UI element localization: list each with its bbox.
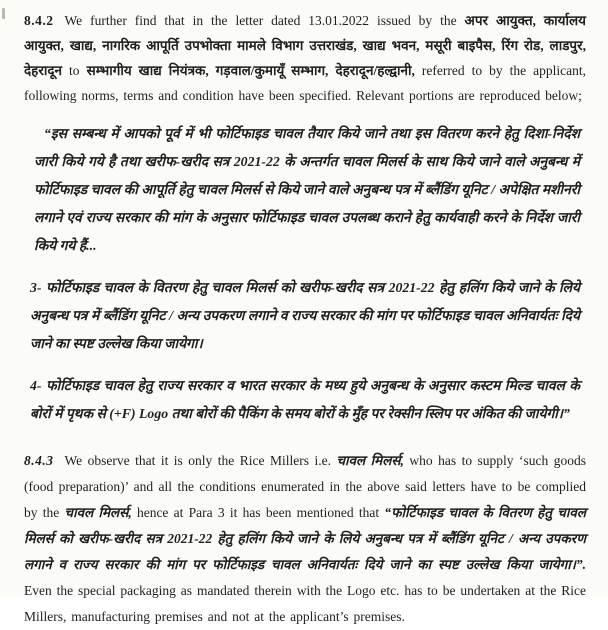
text-run: 8.4.3 [24, 453, 54, 468]
text-run: 8.4.2 [24, 13, 54, 28]
text-run: We further find that in the letter dated 13.01.2022 issued by the [64, 13, 465, 28]
text-run: who has to supply ‘such goods (food preparation)’ and all the conditions enumerated in the above said letters have to be complied by the [24, 453, 587, 520]
text-run: 3- फोर्टिफाइड चावल के वितरण हेतु चावल मिलर्स को खरीफ-खरीद सत्र 2021-22 हेतु हलिंग किये जाने के लिये अनुबन्ध पत्र में ब्लैंडिंग यूनिट / अन्य उपकरण लगाने व राज्य सरकार की मांग पर फोर्टिफाइड चावल अनिवार्यतः दिये जाने का स्पष्ट उल्लेख किया जायेगा। [30, 280, 580, 351]
text-run: चावल मिलर्स, [336, 453, 404, 468]
text-run: सम्भागीय खाद्य नियंत्रक, गड़वाल/कुमायूँ सम्भाग, देहरादून/हल्द्वानी, [86, 63, 415, 78]
text-run: “इस सम्बन्ध में आपको पूर्व में भी फोर्टिफाइड चावल तैयार किये जाने तथा इस वितरण करने हेतु दिशा-निर्देश जारी किये गये है तथा खरीफ-खरीद सत्र 2021-22 के अन्तर्गत चावल मिलर्स के साथ किये जाने वाले अनुबन्ध में फोर्टिफाइड चावल की आपूर्ति हेतु चावल मिलर्स से किये जाने वाले अनुबन्ध पत्र में ब्लैंडिंग यूनिट / अपेक्षित मशीनरी लगाने एवं राज्य सरकार की मांग के अनुसार फोर्टिफाइड चावल उपलब्ध कराने हेतु कार्यवाही करने के निर्देश जारी किये गये हैं... [34, 126, 580, 253]
quoted-letter-intro [34, 120, 580, 260]
text-run: अपर आयुक्त, कार्यालय आयुक्त, खाद्य, नागरिक आपूर्ति उपभोक्ता मामले विभाग उत्तराखंड, खाद्य भवन, मसूरी बाइपैस, रिंग रोड, लाडपुर, देहरादून [24, 13, 586, 78]
scan-artifact [2, 8, 5, 19]
quoted-letter-point-3 [30, 274, 580, 358]
text-run: We observe that it is only the Rice Millers i.e. [64, 453, 337, 468]
text-run: referred to by the applicant, following norms, terms and condition have been specified. Relevant portions are reproduced below; [24, 63, 586, 103]
text-run: “फोर्टिफाइड चावल के वितरण हेतु चावल मिलर्स को खरीफ-खरीद सत्र 2021-22 हेतु हलिंग किये जाने के लिये अनुबन्ध पत्र में ब्लैंडिंग यूनिट / अन्य उपकरण लगाने व राज्य सरकार की मांग पर फोर्टिफाइड चावल अनिवार्यतः दिये जाने का स्पष्ट उल्लेख किया जायेगा।”. [24, 505, 586, 572]
text-run: 4- फोर्टिफाइड चावल हेतु राज्य सरकार व भारत सरकार के मध्य हुये अनुबन्ध के अनुसार कस्टम मिल्ड चावल के बोरों में पृथक से (+F) Logo तथा बोरों की पैकिंग के समय बोरों के मुँह पर रेक्सीन स्लिप पर अंकित की जायेगी।” [30, 378, 580, 421]
text-run: चावल मिलर्स, [64, 505, 132, 520]
text-run: Even the special packaging as mandated therein with the Logo etc. has to be undertaken at the Rice Millers, manufacturing premises and not at the applicant’s premises. [24, 583, 586, 624]
paragraph-8-4-2 [24, 8, 586, 108]
text-run: hence at Para 3 it has been mentioned that [131, 505, 385, 520]
text-run: to [62, 63, 87, 78]
paragraph-8-4-3 [24, 448, 586, 630]
quoted-letter-point-4 [30, 372, 580, 428]
